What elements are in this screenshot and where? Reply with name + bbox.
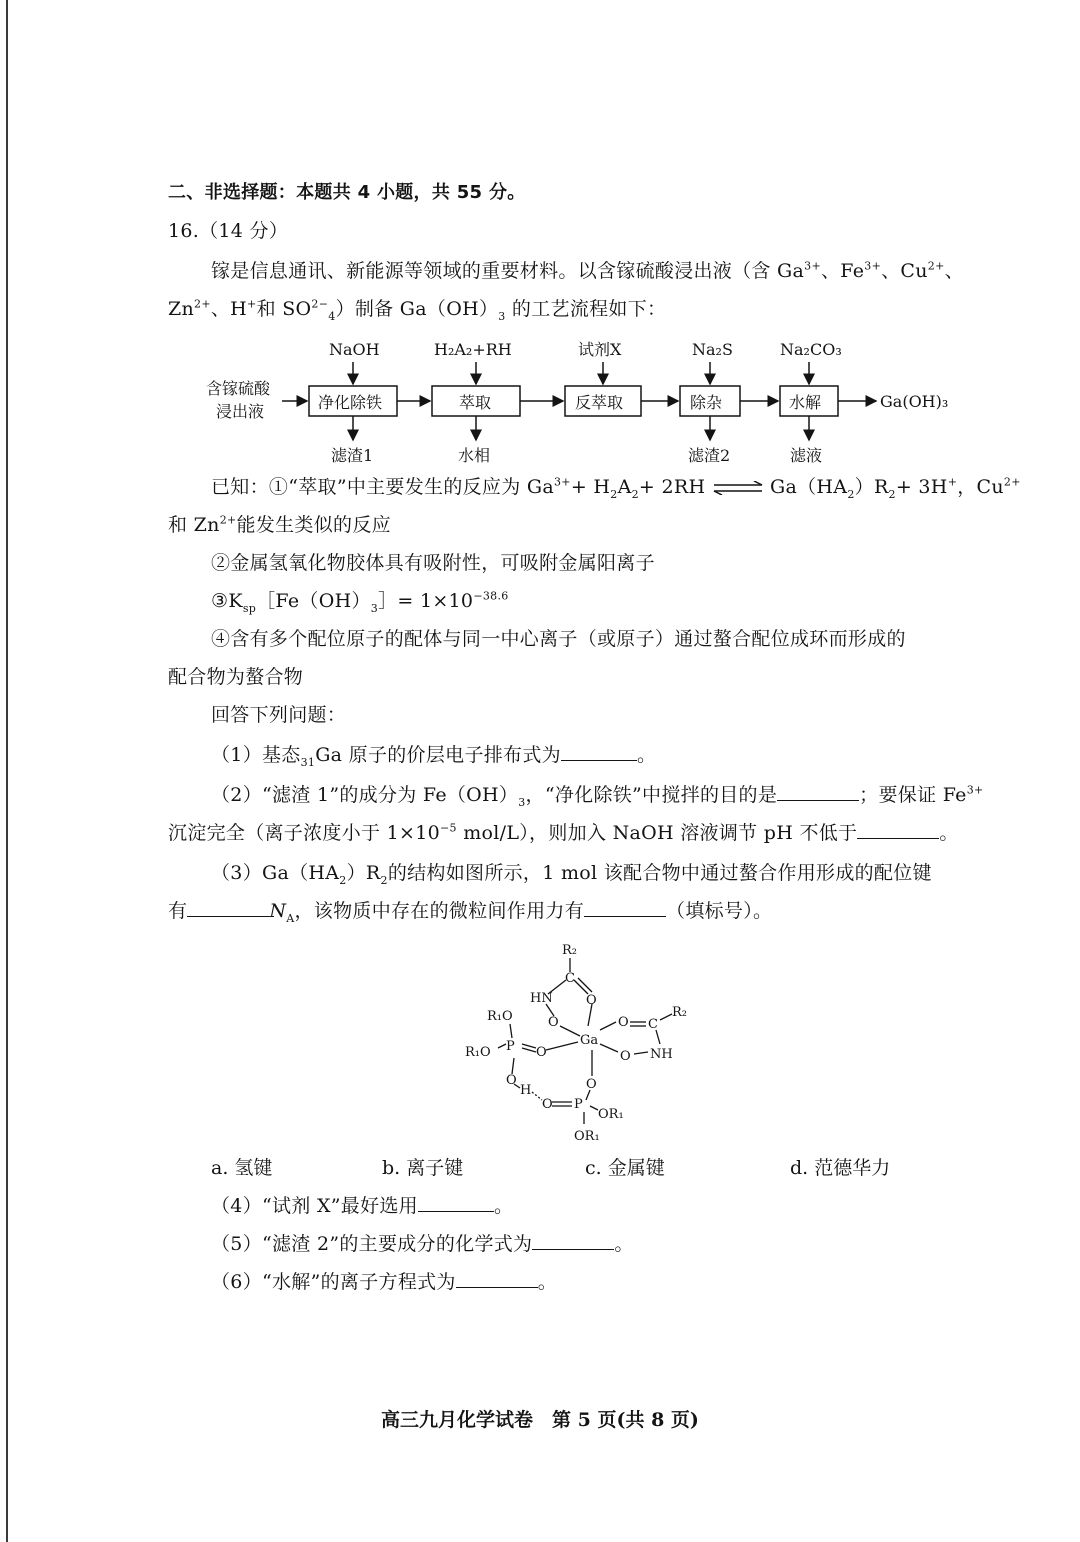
atom-c-right: C bbox=[648, 1017, 658, 1032]
atom-o-ga-upper: O bbox=[548, 1015, 559, 1030]
atom-o-top: O bbox=[586, 993, 597, 1008]
output-residue-2: 滤渣2 bbox=[688, 446, 731, 465]
box-label-hydrolysis: 水解 bbox=[789, 393, 822, 412]
input-na2s: Na₂S bbox=[692, 340, 733, 359]
box-label-remove-impurities: 除杂 bbox=[690, 393, 723, 412]
page-footer: 高三九月化学试卷 第 5 页(共 8 页) bbox=[381, 1409, 699, 1431]
input-extractant: H₂A₂+RH bbox=[434, 340, 512, 359]
atom-r2-right: R₂ bbox=[672, 1005, 687, 1020]
input-reagent-x: 试剂X bbox=[578, 340, 622, 359]
input-na2co3: Na₂CO₃ bbox=[780, 340, 842, 359]
atom-o-left-lower: O bbox=[506, 1073, 517, 1088]
q5-blank[interactable] bbox=[532, 1231, 614, 1250]
q4-blank[interactable] bbox=[418, 1193, 494, 1212]
atom-c-top: C bbox=[565, 971, 575, 986]
section-heading: 二、非选择题：本题共 4 小题，共 55 分。 bbox=[168, 182, 526, 203]
atom-r1o-1: R₁O bbox=[487, 1009, 513, 1024]
known-1-cont: 和 $Zn^{2+}$能发生类似的反应 bbox=[168, 513, 391, 536]
atom-r1o-2: R₁O bbox=[465, 1045, 491, 1060]
answer-prompt: 回答下列问题： bbox=[211, 704, 347, 726]
q5: （5）“滤渣 2”的主要成分的化学式为 。 bbox=[211, 1233, 634, 1255]
q4: （4）“试剂 X”最好选用 。 bbox=[211, 1195, 514, 1217]
product-label: Ga(OH)₃ bbox=[880, 392, 949, 411]
q6: （6）“水解”的离子方程式为 。 bbox=[211, 1271, 558, 1293]
atom-o-hbond: O bbox=[542, 1097, 553, 1112]
known-4-line-1: ④含有多个配位原子的配体与同一中心离子（或原子）通过螯合配位成环而形成的 bbox=[211, 628, 906, 650]
box-label-back-extract: 反萃取 bbox=[575, 393, 624, 412]
option-b: b. 离子键 bbox=[382, 1157, 464, 1179]
question-number: 16.（14 分） bbox=[168, 220, 289, 242]
atom-p-left: P bbox=[506, 1039, 515, 1054]
q3: $(3)Ga(HA_2)R_2$的结构如图所示，1 mol 该配合物中通过螯合作用形成的配位键 bbox=[211, 862, 932, 887]
known-4-line-2: 配合物为螯合物 bbox=[168, 666, 304, 688]
intro-line-1: 镓是信息通讯、新能源等领域的重要材料。以含镓硫酸浸出液（含 $Ga^{3+}$、$Fe^{3+}$、$Cu^{2+}$、 bbox=[211, 259, 964, 282]
q3-cont: 有 $N_A$，该物质中存在的微粒间作用力有 （填标号）。 bbox=[168, 900, 773, 925]
atom-ga: Ga bbox=[580, 1033, 599, 1048]
feed-label-2: 浸出液 bbox=[216, 402, 265, 421]
option-d: d. 范德华力 bbox=[790, 1157, 891, 1179]
q6-blank[interactable] bbox=[456, 1269, 538, 1288]
output-residue-1: 滤渣1 bbox=[331, 446, 374, 465]
atom-p-bottom: P bbox=[574, 1097, 583, 1112]
atom-o-right: O bbox=[618, 1015, 629, 1030]
option-a: a. 氢键 bbox=[211, 1157, 273, 1179]
feed-label-1: 含镓硫酸 bbox=[206, 379, 271, 398]
known-2: ②金属氢氧化物胶体具有吸附性，可吸附金属阳离子 bbox=[211, 552, 655, 574]
input-naoh: NaOH bbox=[329, 340, 380, 359]
atom-o-ga-lower: O bbox=[586, 1077, 597, 1092]
q2: （2）“滤渣 1”的成分为 $Fe(OH)_3$，“净化除铁”中搅拌的目的是 ；要保证 $Fe^{3+}$ bbox=[211, 783, 984, 809]
option-c: c. 金属键 bbox=[585, 1157, 665, 1179]
atom-hn: HN bbox=[530, 991, 553, 1006]
intro-line-2: $Zn^{2+}$、H+和 $SO^{2-}_4$）制备 $Ga(OH)_3$ 的工艺流程如下： bbox=[168, 297, 667, 323]
q1: （1）基态$_{31}$Ga 原子的价层电子排布式为 。 bbox=[211, 744, 657, 769]
known-3: $③K_{sp}[Fe(OH)_3]= 1\times 10^{-38.6}$ bbox=[211, 589, 509, 615]
output-aqueous: 水相 bbox=[458, 446, 491, 465]
box-label-purify-iron: 净化除铁 bbox=[318, 393, 383, 412]
atom-o-right-lower: O bbox=[620, 1049, 631, 1064]
known-1: 已知：①“萃取”中主要发生的反应为 $Ga^{3+}+ H_2A_2+ 2RH$ $Ga(HA_2)R_2+ 3H^+$，$Cu^{2+}$ bbox=[211, 475, 1021, 501]
atom-or1-1: OR₁ bbox=[598, 1107, 624, 1122]
atom-nh: NH bbox=[650, 1047, 673, 1062]
atom-o-left: O bbox=[536, 1045, 547, 1060]
q2-cont: 沉淀完全（离子浓度小于 $1\times 10^{-5}$ mol/L），则加入 NaOH 溶液调节 pH 不低于 。 bbox=[168, 821, 959, 844]
output-filtrate: 滤液 bbox=[790, 446, 823, 465]
box-label-extract: 萃取 bbox=[459, 393, 492, 412]
atom-h: H bbox=[520, 1083, 532, 1098]
atom-or1-2: OR₁ bbox=[574, 1129, 600, 1144]
atom-r2-top: R₂ bbox=[562, 943, 577, 958]
